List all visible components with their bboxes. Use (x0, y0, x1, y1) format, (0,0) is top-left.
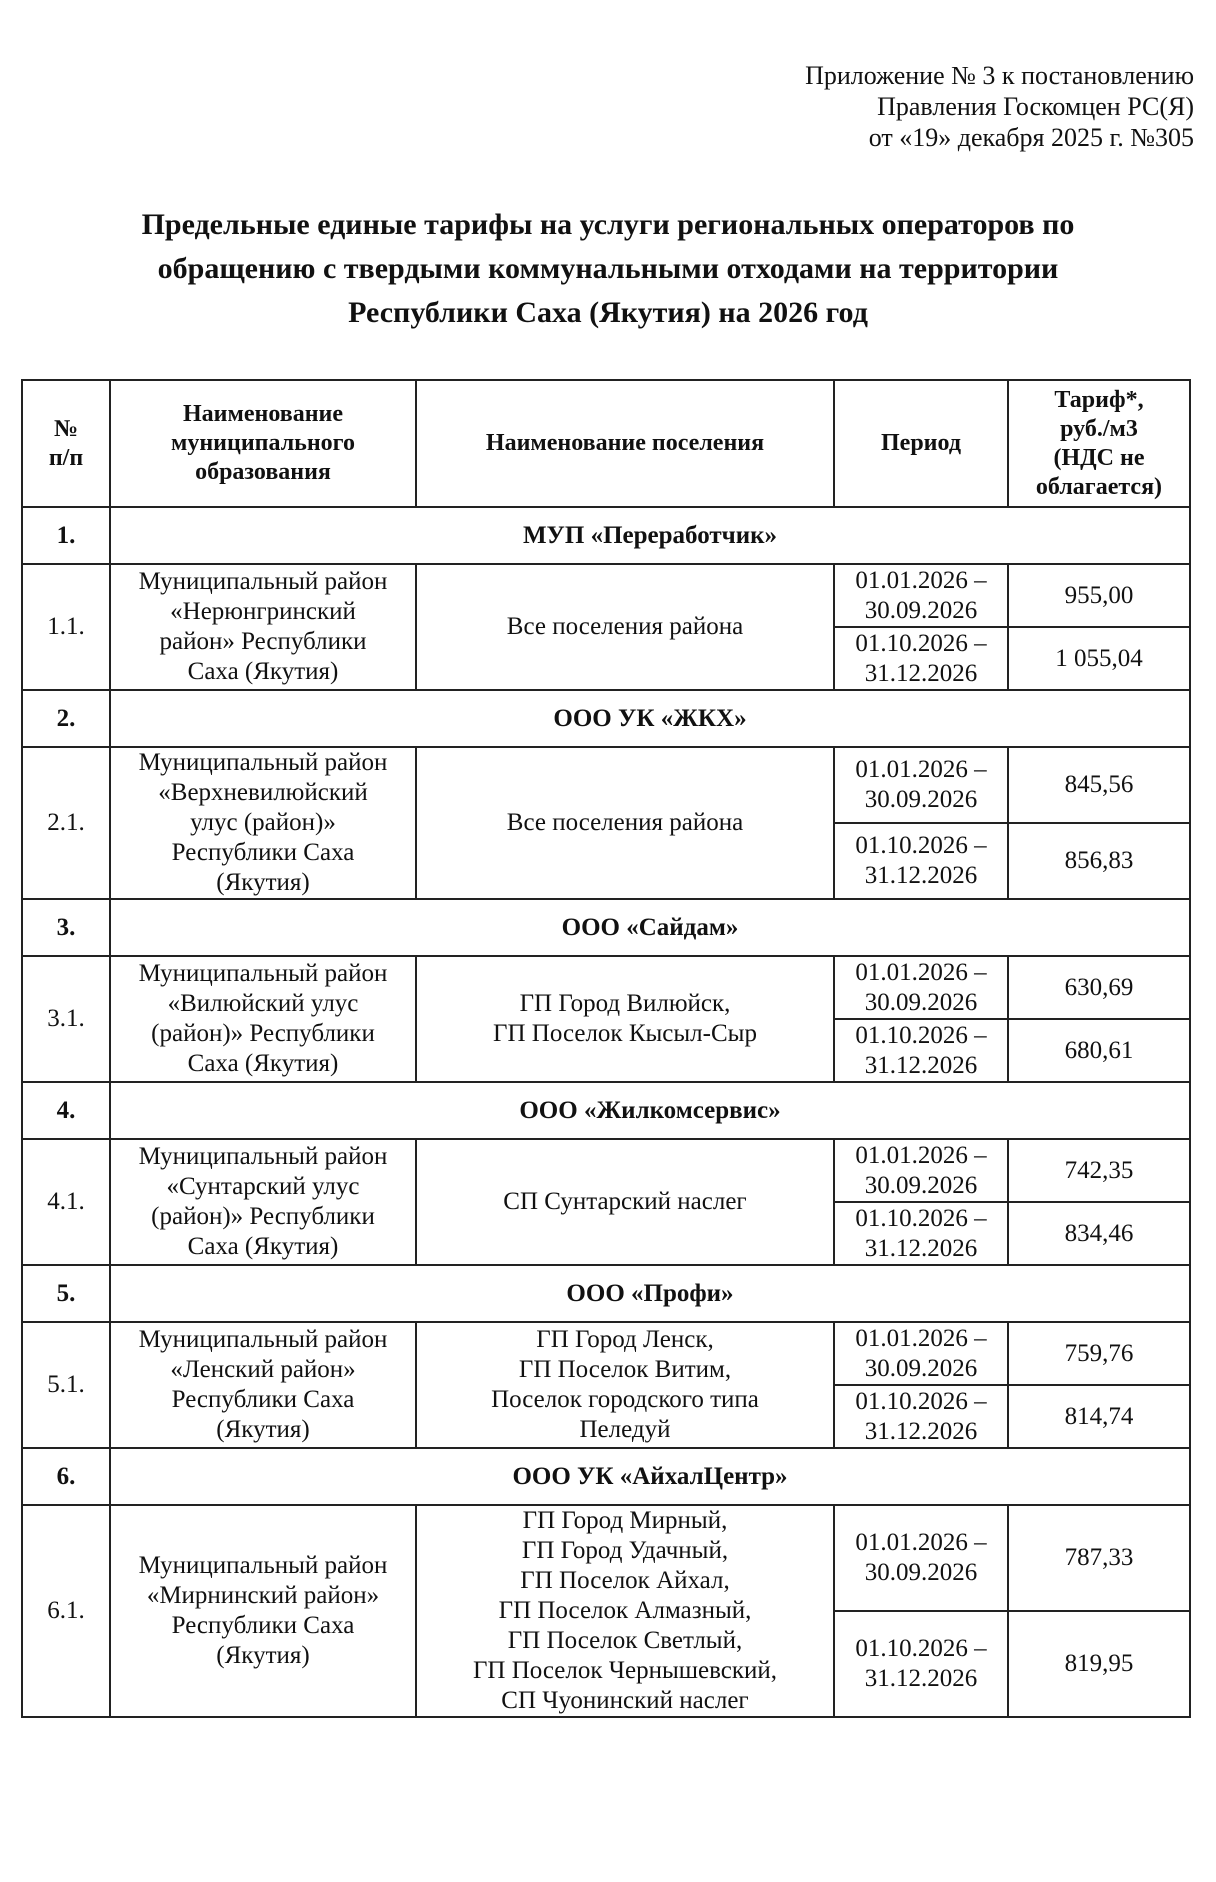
municipality-line: Саха (Якутия) (187, 1233, 339, 1260)
settlement-line: ГП Город Мирный, (522, 1507, 728, 1534)
period-to: 30.09.2026 (864, 596, 978, 624)
municipality-line: Республики Саха (171, 839, 355, 866)
municipality-line: «Сунтарский улус (166, 1173, 360, 1200)
settlement-line: СП Чуонинский наслег (501, 1687, 749, 1714)
period-cell (834, 1385, 1008, 1448)
settlement-cell (416, 1322, 834, 1448)
municipality-line: «Верхневилюйский (158, 779, 368, 806)
table-row (22, 956, 1190, 1019)
table-body (22, 507, 1190, 1717)
municipality-line: «Ленский район» (170, 1356, 356, 1383)
appendix-line: Правления Госкомцен РС(Я) (877, 92, 1194, 121)
municipality-line: Республики Саха (171, 1612, 355, 1639)
period-cell (834, 1322, 1008, 1385)
row-number: 1.1. (22, 564, 110, 690)
period-to: 31.12.2026 (864, 659, 978, 687)
settlement-line: ГП Поселок Кысыл-Сыр (493, 1020, 757, 1047)
municipality-cell (110, 1322, 416, 1448)
period-cell (834, 564, 1008, 627)
appendix-reference (594, 60, 1194, 153)
operator-row (22, 690, 1190, 747)
period-cell (834, 1611, 1008, 1717)
municipality-line: Муниципальный район (138, 1552, 388, 1579)
header-text: руб./м3 (1060, 415, 1138, 442)
header-tariff (1008, 380, 1190, 507)
table-row (22, 747, 1190, 823)
municipality-line: Муниципальный район (138, 1326, 388, 1353)
tariff-value: 834,46 (1008, 1202, 1190, 1265)
period-from: 01.01.2026 – (855, 1141, 987, 1169)
period-from: 01.10.2026 – (855, 1387, 987, 1415)
period-cell (834, 1505, 1008, 1611)
header-municipality (110, 380, 416, 507)
operator-name: ООО «Жилкомсервис» (110, 1082, 1190, 1139)
operator-number: 6. (22, 1448, 110, 1505)
tariff-table (21, 379, 1191, 1718)
municipality-cell (110, 1139, 416, 1265)
header-text: облагается) (1035, 473, 1163, 500)
period-to: 31.12.2026 (864, 1051, 978, 1079)
municipality-line: «Вилюйский улус (167, 990, 359, 1017)
header-text: (НДС не (1053, 444, 1145, 471)
tariff-value: 814,74 (1008, 1385, 1190, 1448)
municipality-line: Муниципальный район (138, 568, 388, 595)
period-from: 01.10.2026 – (855, 1204, 987, 1232)
period-from: 01.01.2026 – (855, 756, 987, 783)
period-to: 31.12.2026 (864, 1234, 978, 1262)
row-number: 3.1. (22, 956, 110, 1082)
row-number: 5.1. (22, 1322, 110, 1448)
settlement-line: ГП Поселок Алмазный, (498, 1597, 752, 1624)
operator-row (22, 1448, 1190, 1505)
tariff-value: 630,69 (1008, 956, 1190, 1019)
header-text: Наименование (183, 401, 343, 427)
table-row (22, 1322, 1190, 1385)
settlement-line: ГП Поселок Светлый, (507, 1627, 743, 1654)
header-text: образования (195, 459, 331, 485)
period-cell (834, 747, 1008, 823)
settlement-cell (416, 747, 834, 899)
period-to: 30.09.2026 (864, 1559, 978, 1586)
operator-row (22, 899, 1190, 956)
period-cell (834, 1202, 1008, 1265)
row-number: 4.1. (22, 1139, 110, 1265)
settlement-line: Все поселения района (506, 613, 744, 640)
period-from: 01.10.2026 – (855, 629, 987, 657)
settlement-line: ГП Поселок Айхал, (520, 1567, 730, 1594)
municipality-cell (110, 1505, 416, 1717)
settlement-line: ГП Город Удачный, (521, 1537, 729, 1564)
header-text: № (53, 415, 79, 442)
settlement-cell (416, 1139, 834, 1265)
settlement-line: ГП Город Ленск, (536, 1326, 714, 1353)
settlement-line: ГП Поселок Чернышевский, (472, 1657, 778, 1684)
settlement-line: ГП Город Вилюйск, (519, 990, 731, 1017)
header-text: Тариф*, (1054, 386, 1144, 413)
operator-row (22, 507, 1190, 564)
municipality-line: Муниципальный район (138, 749, 388, 776)
appendix-line: от «19» декабря 2025 г. №305 (868, 123, 1194, 152)
operator-number: 4. (22, 1082, 110, 1139)
municipality-line: улус (район)» (190, 809, 336, 836)
operator-number: 1. (22, 507, 110, 564)
period-cell (834, 1139, 1008, 1202)
period-from: 01.01.2026 – (855, 566, 987, 594)
period-from: 01.01.2026 – (855, 1529, 987, 1556)
operator-name: ООО УК «АйхалЦентр» (110, 1448, 1190, 1505)
period-from: 01.10.2026 – (855, 1635, 987, 1662)
table-header-row (22, 380, 1190, 507)
settlement-line: Пеледуй (579, 1416, 671, 1443)
operator-name: ООО «Профи» (110, 1265, 1190, 1322)
municipality-line: (Якутия) (216, 1416, 310, 1443)
period-from: 01.10.2026 – (855, 1021, 987, 1049)
operator-number: 2. (22, 690, 110, 747)
period-to: 30.09.2026 (864, 786, 978, 813)
municipality-line: (район)» Республики (151, 1020, 375, 1047)
tariff-value: 787,33 (1008, 1505, 1190, 1611)
operator-number: 5. (22, 1265, 110, 1322)
municipality-line: «Нерюнгринский (170, 598, 356, 625)
municipality-cell (110, 564, 416, 690)
settlement-line: Поселок городского типа (491, 1386, 759, 1413)
operator-name: МУП «Переработчик» (110, 507, 1190, 564)
tariff-value: 955,00 (1008, 564, 1190, 627)
appendix-line: Приложение № 3 к постановлению (805, 61, 1194, 90)
header-text: муниципального (171, 430, 355, 456)
municipality-cell (110, 747, 416, 899)
settlement-line: СП Сунтарский наслег (503, 1188, 747, 1215)
tariff-value: 845,56 (1008, 747, 1190, 823)
settlement-cell (416, 1505, 834, 1717)
period-to: 31.12.2026 (864, 862, 978, 889)
period-from: 01.01.2026 – (855, 958, 987, 986)
title-line: Республики Саха (Якутия) на 2026 год (348, 296, 868, 329)
municipality-line: Саха (Якутия) (187, 1050, 339, 1077)
header-settlement: Наименование поселения (416, 380, 834, 507)
period-to: 31.12.2026 (864, 1665, 978, 1692)
table-row (22, 1139, 1190, 1202)
period-cell (834, 956, 1008, 1019)
settlement-cell (416, 564, 834, 690)
title-line: Предельные единые тарифы на услуги региональных операторов по (141, 208, 1075, 241)
municipality-line: Муниципальный район (138, 1143, 388, 1170)
period-from: 01.10.2026 – (855, 832, 987, 859)
row-number: 6.1. (22, 1505, 110, 1717)
municipality-cell (110, 956, 416, 1082)
settlement-line: ГП Поселок Витим, (518, 1356, 732, 1383)
document-title (40, 203, 1176, 335)
header-text: п/п (48, 444, 84, 471)
municipality-line: Муниципальный район (138, 960, 388, 987)
row-number: 2.1. (22, 747, 110, 899)
tariff-value: 1 055,04 (1008, 627, 1190, 690)
municipality-line: Саха (Якутия) (187, 658, 339, 685)
period-cell (834, 823, 1008, 899)
title-line: обращению с твердыми коммунальными отходами на территории (157, 252, 1059, 285)
municipality-line: (Якутия) (216, 869, 310, 896)
period-to: 30.09.2026 (864, 1354, 978, 1382)
operator-name: ООО УК «ЖКХ» (110, 690, 1190, 747)
tariff-value: 856,83 (1008, 823, 1190, 899)
tariff-value: 742,35 (1008, 1139, 1190, 1202)
period-to: 30.09.2026 (864, 1171, 978, 1199)
municipality-line: (Якутия) (216, 1642, 310, 1669)
period-cell (834, 1019, 1008, 1082)
operator-name: ООО «Сайдам» (110, 899, 1190, 956)
period-to: 30.09.2026 (864, 988, 978, 1016)
settlement-line: Все поселения района (506, 809, 744, 836)
municipality-line: Республики Саха (171, 1386, 355, 1413)
municipality-line: (район)» Республики (151, 1203, 375, 1230)
table-row (22, 564, 1190, 627)
operator-number: 3. (22, 899, 110, 956)
period-cell (834, 627, 1008, 690)
period-from: 01.01.2026 – (855, 1324, 987, 1352)
header-period: Период (834, 380, 1008, 507)
municipality-line: «Мирнинский район» (146, 1582, 380, 1609)
period-to: 31.12.2026 (864, 1417, 978, 1445)
header-num (22, 380, 110, 507)
operator-row (22, 1265, 1190, 1322)
municipality-line: район» Республики (159, 628, 367, 655)
table-row (22, 1505, 1190, 1611)
operator-row (22, 1082, 1190, 1139)
tariff-value: 759,76 (1008, 1322, 1190, 1385)
settlement-cell (416, 956, 834, 1082)
tariff-value: 819,95 (1008, 1611, 1190, 1717)
tariff-value: 680,61 (1008, 1019, 1190, 1082)
